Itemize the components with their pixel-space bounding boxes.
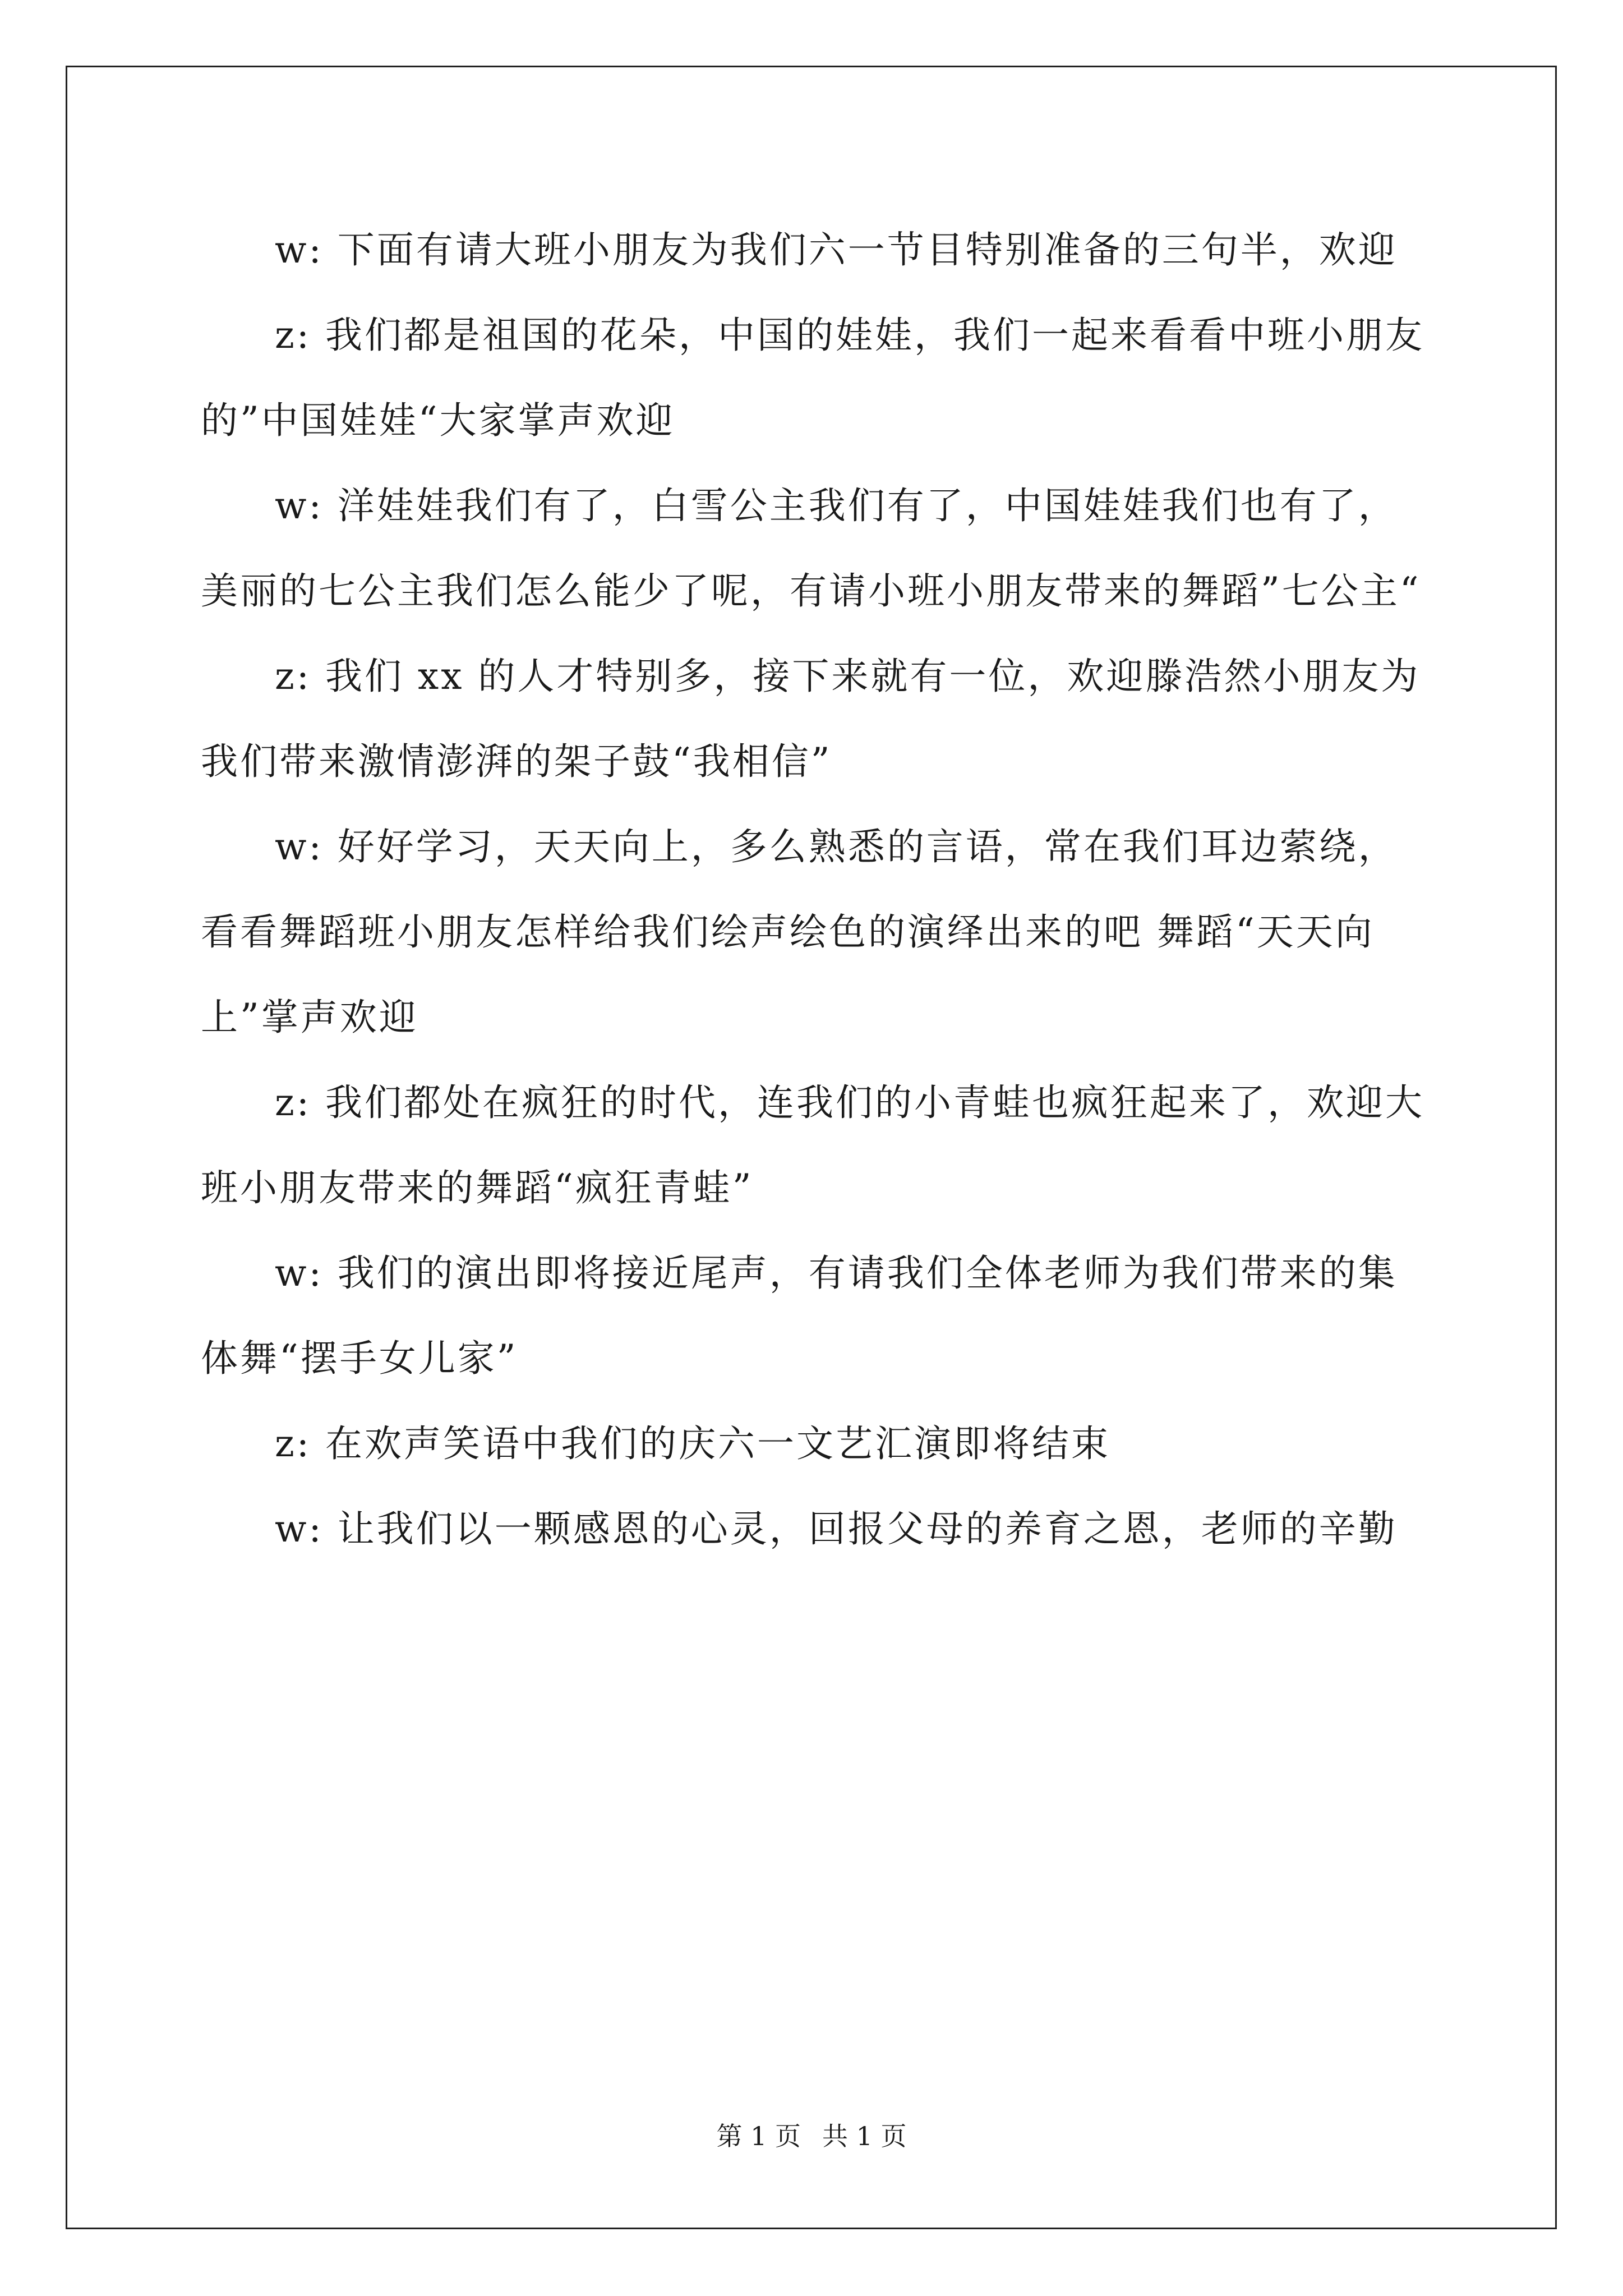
paragraph: w: 让我们以一颗感恩的心灵，回报父母的养育之恩，老师的辛勤 xyxy=(275,1507,1398,1550)
paragraph: w: 好好学习，天天向上，多么熟悉的言语，常在我们耳边萦绕，看看舞蹈班小朋友怎样给我们绘声绘色的演绎出来的吧 舞蹈“天天向上”掌声欢迎 xyxy=(201,825,1398,1039)
paragraph: w: 我们的演出即将接近尾声，有请我们全体老师为我们带来的集体舞“摆手女儿家” xyxy=(201,1251,1398,1380)
paragraph: w: 洋娃娃我们有了，白雪公主我们有了，中国娃娃我们也有了，美丽的七公主我们怎么能少了呢，有请小班小朋友带来的舞蹈”七公主“ xyxy=(201,484,1421,613)
page-total: 共 1 页 xyxy=(822,2121,907,2151)
paragraph: z: 我们 xx 的人才特别多，接下来就有一位，欢迎滕浩然小朋友为我们带来激情澎湃的架子鼓“我相信” xyxy=(201,655,1421,783)
document-body xyxy=(201,208,1435,1572)
page-number: 第 1 页 xyxy=(716,2121,801,2151)
paragraph: z: 在欢声笑语中我们的庆六一文艺汇演即将结束 xyxy=(275,1422,1110,1465)
paragraph: z: 我们都是祖国的花朵，中国的娃娃，我们一起来看看中班小朋友的”中国娃娃“大家掌声欢迎 xyxy=(201,314,1424,442)
paragraph: w: 下面有请大班小朋友为我们六一节目特别准备的三句半，欢迎 xyxy=(275,228,1398,272)
page-footer xyxy=(0,2119,1623,2153)
paragraph: z: 我们都处在疯狂的时代，连我们的小青蛙也疯狂起来了，欢迎大班小朋友带来的舞蹈“疯狂青蛙” xyxy=(201,1081,1424,1209)
